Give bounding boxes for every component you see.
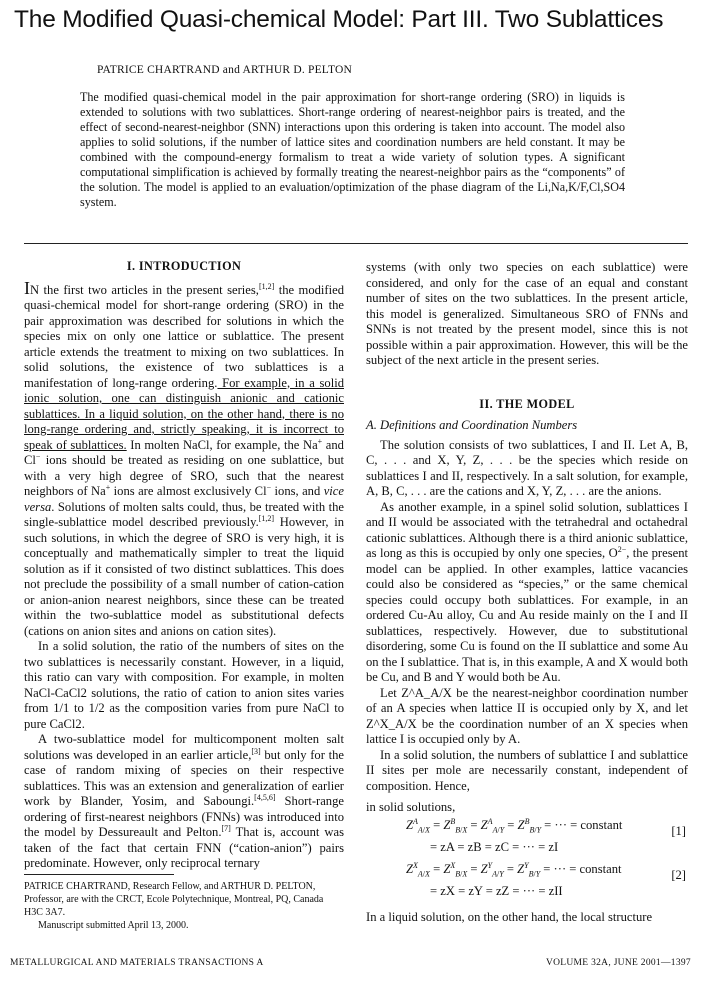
- intro-paragraph-1: [24, 277, 345, 640]
- equation-number: [2]: [671, 868, 686, 882]
- footnote-rule: [24, 874, 174, 875]
- paper-authors: PATRICE CHARTRAND and ARTHUR D. PELTON: [97, 64, 352, 76]
- equation-1-top: $Z^A_{A/X} = Z^B_{B/X} = Z^A_{A/Y} = Z^B_{B/Y}$ = ··· = constant: [406, 816, 623, 835]
- model-paragraph-1: The solution consists of two sublattices, I and II. Let A, B, C, . . . and X, Y, Z, . . . be the species which reside on sublattices I and II, respectively. In a salt solution, for example, A, B, C, . . . are the cations and X, Y, Z, . . . are the anions.: [366, 437, 688, 498]
- equation-1-line2: [366, 840, 688, 862]
- journal-name: METALLURGICAL AND MATERIALS TRANSACTIONS A: [10, 958, 264, 968]
- text-run: . Solutions of molten salts could, thus, be treated with the single-sublattice model described previously.: [24, 499, 344, 529]
- text-run: Short-range ordering of first-nearest neighbors (FNNs) was introduced into the model by Dessureault and Pelton.: [24, 794, 344, 839]
- model-paragraph-3: Let Z^A_A/X be the nearest-neighbor coordination number of an A species when lattice II is occupied only by X, and let Z^X_A/X be the coordination number of an X species when lattice I is occupied only by A.: [366, 685, 688, 746]
- text-run: However, in such solutions, in which the degree of SRO is very high, it is conceptually and mathematically simpler to treat the liquid solution as if it consisted of two distinct sublattices. This does not preclude the possibility of a small number of cation-cation or anion-anion nearest neighbors, since these can be treated within the two-sublattice model as substitutional defects (cations on anion sites and anions on cation sites).: [24, 515, 344, 638]
- charge-minus: −: [266, 482, 272, 492]
- charge-plus: +: [317, 436, 323, 446]
- intro-paragraph-2: In a solid solution, the ratio of the numbers of sites on the two sublattices is necessarily constant. However, in a liquid, this ratio can vary with composition. For example, in molten NaCl-CaCl2 solutions, the ratio of cation to anion sites varies from 1/1 to 1/2 as the composition varies from pure NaCl to pure CaCl2.: [24, 639, 344, 731]
- footnote-authors: PATRICE CHARTRAND, Research Fellow, and ARTHUR D. PELTON, Professor, are with the CRCT, Ecole Polytechnique, Montreal, PQ, Canada H3C 3A7.: [24, 881, 324, 918]
- text-run: and Cl: [24, 437, 344, 467]
- charge-plus: +: [105, 482, 111, 492]
- equation-number: [1]: [671, 824, 686, 838]
- text-run: As another example, in a spinel solid solution, sublattices I and II would be associated with the tetrahedral and octahedral cationic sublattices. Although there is a third anionic sublattice, as long as this is occupied by only one species, O: [366, 499, 688, 560]
- model-paragraph-4: In a solid solution, the numbers of sublattice I and sublattice II sites per mole are necessarily constant, independent of composition. Hence,: [366, 747, 688, 793]
- intro-paragraph-3: [24, 732, 344, 872]
- charge-sup: 2−: [617, 544, 627, 554]
- drop-cap: I: [24, 277, 30, 298]
- text-run: In molten NaCl, for example, the Na: [126, 437, 318, 452]
- left-column: [24, 255, 344, 872]
- separator-rule: [24, 243, 688, 244]
- paper-title: The Modified Quasi-chemical Model: Part III. Two Sublattices: [14, 6, 664, 33]
- text-run: ions, and: [271, 484, 324, 498]
- text-run: ions are almost exclusively Cl: [110, 484, 267, 498]
- last-line: In a liquid solution, on the other hand, the local structure: [366, 910, 653, 924]
- citation: [1,2]: [258, 513, 275, 523]
- footnote: [24, 880, 344, 932]
- text-run: A two-sublattice model for multicomponent molten salt solutions was developed in an earlier article,: [24, 732, 344, 762]
- charge-minus: −: [35, 451, 41, 461]
- equation-2-top: $Z^X_{A/X} = Z^X_{B/X} = Z^Y_{A/Y} = Z^Y_{B/Y}$ = ··· = constant: [406, 860, 622, 879]
- equation-text: = constant: [570, 818, 623, 832]
- section-heading-model: II. THE MODEL: [479, 396, 575, 411]
- citation: [7]: [221, 823, 231, 833]
- right-column: [366, 260, 688, 816]
- equation-text: = constant: [569, 862, 622, 876]
- text-run: the modified quasi-chemical model for short-range ordering (SRO) in the pair approximation was described for solutions in which the species mix on only one lattice or sublattice. The present article extends the treatment to mixing on two sublattices. In solid solutions, the existence of two sublattices is a manifestation of long-range ordering.: [24, 282, 345, 390]
- text-run: N the first two articles in the present series,: [30, 282, 259, 297]
- volume-page: VOLUME 32A, JUNE 2001—1397: [545, 958, 691, 968]
- footnote-manuscript: Manuscript submitted April 13, 2000.: [38, 920, 189, 931]
- text-run: but only for the case of random mixing of species on their respective sublattices. This was an extension and generalization of earlier work by Blander, Yosim, and Saboungi.: [24, 747, 344, 808]
- italic-phrase: vice versa: [24, 484, 344, 514]
- section-heading-introduction: I. INTRODUCTION: [126, 259, 242, 273]
- text-run: ions should be treated as residing on one sublattice, but with a very high degree of SRO, such that the nearest neighbors of Na: [24, 453, 344, 498]
- right-paragraph-0: systems (with only two species on each sublattice) were considered, and only for the case of an equal and constant number of sites on the two sublattices. In the present article, this model is generalized. Simultaneous SRO of FNNs and SNNs is not treated by the present model, since this is not possible within a pair approximation. However, this will be the subject of the next article in the present series.: [366, 260, 688, 367]
- in-solid-solutions: in solid solutions,: [366, 800, 456, 814]
- equation-2-line2: [366, 884, 688, 906]
- model-paragraph-2: [366, 500, 688, 686]
- subsection-heading: A. Definitions and Coordination Numbers: [366, 418, 578, 432]
- text-run: That is, account was taken of the fact that certain FNN (“cation-anion”) pairs predominate. However, only reciprocal ternary: [24, 825, 344, 870]
- abstract: The modified quasi-chemical model in the pair approximation for short-range ordering (SRO) in liquids is extended to solutions with two sublattices. Short-range ordering of nearest-neighbor pairs is treated, and the effect of second-nearest-neighbor (SNN) interactions upon this ordering is taken into account. The model also applies to solid solutions, if the number of lattice sites and coordination numbers are held constant. It may be combined with the compound-energy formalism to treat a wide variety of solution types. A significant computational simplification is achieved by formally treating the nearest-neighbor pairs as the “components” of the solution. The model is applied to an evaluation/optimization of the phase diagram of the Li,Na,K/F,Cl,SO4 system.: [80, 90, 625, 209]
- citation: [4,5,6]: [254, 792, 276, 802]
- equation-1-bottom: = zA = zB = zC = ··· = zI: [430, 840, 559, 854]
- citation: [3]: [251, 746, 261, 756]
- equations-block: [366, 818, 688, 926]
- text-run: , the present model can be applied. In other examples, lattice vacancies could also be considered as “species,” or the same chemical species could occupy both sublattices. For example, in an ordered Cu-Au alloy, Cu and Au reside mainly on the I and II sublattices, respectively. However, due to substitutional disordering, some Cu is found on the II sublattice and some Au on the I sublattice. That is, in this example, A and X would both be Cu, and B and Y would both be Au.: [366, 546, 688, 684]
- citation: [1,2]: [258, 281, 275, 291]
- underlined-passage: For example, in a solid ionic solution, one can distinguish anionic and cationic sublattices. In a liquid solution, on the other hand, there is no long-range ordering and, strictly speaking, it is incorrect to speak of sublattices.: [24, 375, 344, 452]
- equation-2-bottom: = zX = zY = zZ = ··· = zII: [430, 884, 563, 898]
- equation-1: [366, 818, 688, 840]
- equation-2: [366, 862, 688, 884]
